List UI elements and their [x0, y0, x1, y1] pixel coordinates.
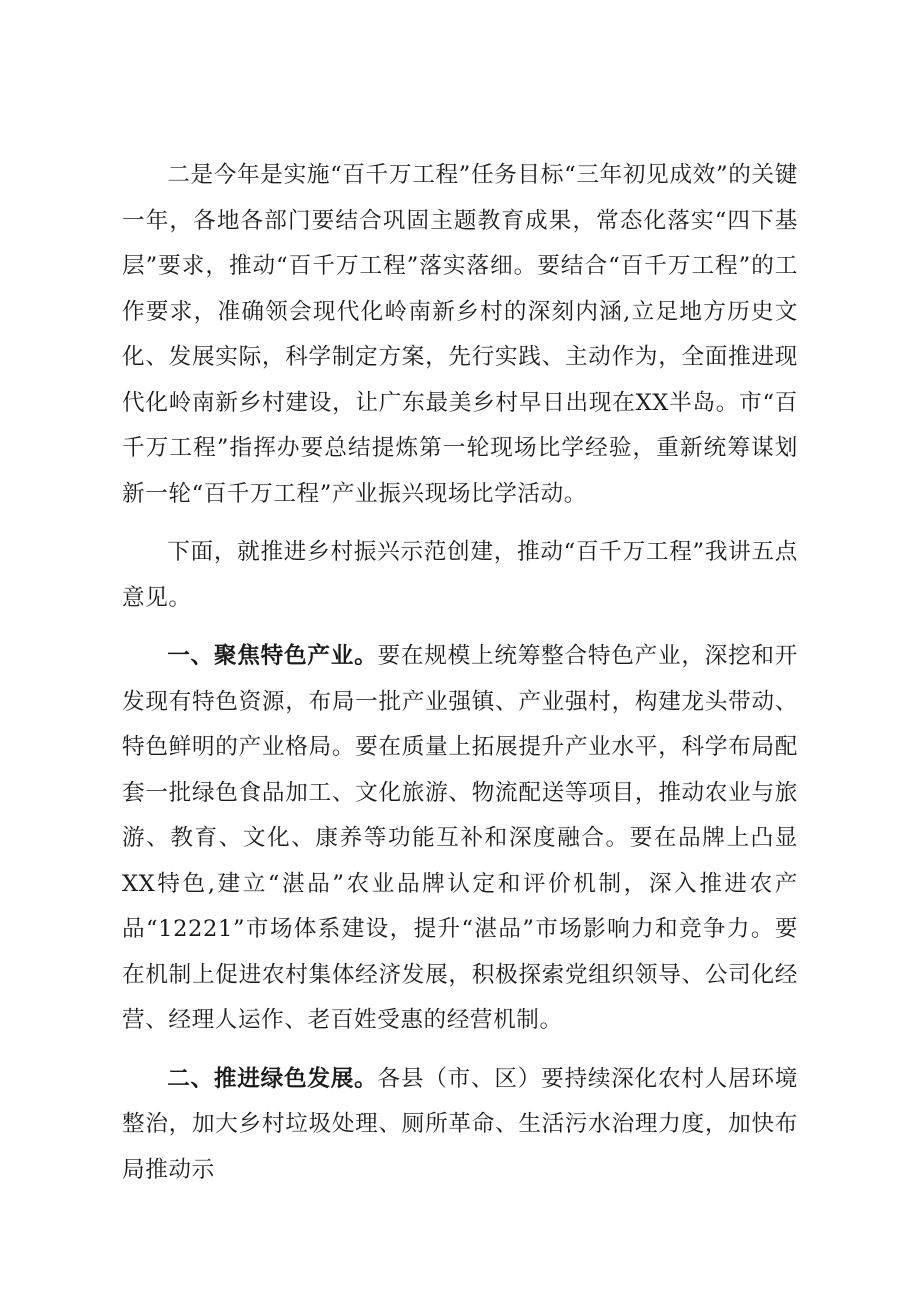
paragraph-intro: [122, 153, 798, 517]
paragraph-transition-text: 下面，就推进乡村振兴示范创建，推动“百千万工程”我讲五点意见。: [122, 539, 798, 611]
section-one-text: 要在规模上统筹整合特色产业，深挖和开发现有特色资源，布局一批产业强镇、产业强村，构建龙头带动、特色鲜明的产业格局。要在质量上拓展提升产业水平，科学布局配套一批绿色食品加工、文化旅游、物流配送等项目，推动农业与旅游、教育、文化、康养等功能互补和深度融合。要在品牌上凸显XX特色,建立“湛品”农业品牌认定和评价机制，深入推进农产品“12221”市场体系建设，提升“湛品”市场影响力和竞争力。要在机制上促进农村集体经济发展，积极探索党组织领导、公司化经营、经理人运作、老百姓受惠的经营机制。: [122, 643, 798, 1033]
section-one-heading: 一、聚焦特色产业。: [167, 643, 378, 669]
paragraph-transition: [122, 530, 798, 621]
paragraph-intro-text: 二是今年是实施“百千万工程”任务目标“三年初见成效”的关键一年，各地各部门要结合巩固主题教育成果，常态化落实“四下基层”要求，推动“百千万工程”落实落细。要结合“百千万工程”的工作要求，准确领会现代化岭南新乡村的深刻内涵,立足地方历史文化、发展实际，科学制定方案，先行实践、主动作为，全面推进现代化岭南新乡村建设，让广东最美乡村早日出现在XX半岛。市“百千万工程”指挥办要总结提炼第一轮现场比学经验，重新统筹谋划新一轮“百千万工程”产业振兴现场比学活动。: [122, 162, 798, 507]
document-body: [122, 153, 798, 1193]
section-two-heading: 二、推进绿色发展。: [167, 1065, 378, 1092]
paragraph-section-one: [122, 634, 798, 1044]
section-two-text: 各县（市、区）要持续深化农村人居环境整治，加大乡村垃圾处理、厕所革命、生活污水治理力度，加快布局推动示: [122, 1065, 798, 1183]
paragraph-section-two: [122, 1057, 798, 1194]
